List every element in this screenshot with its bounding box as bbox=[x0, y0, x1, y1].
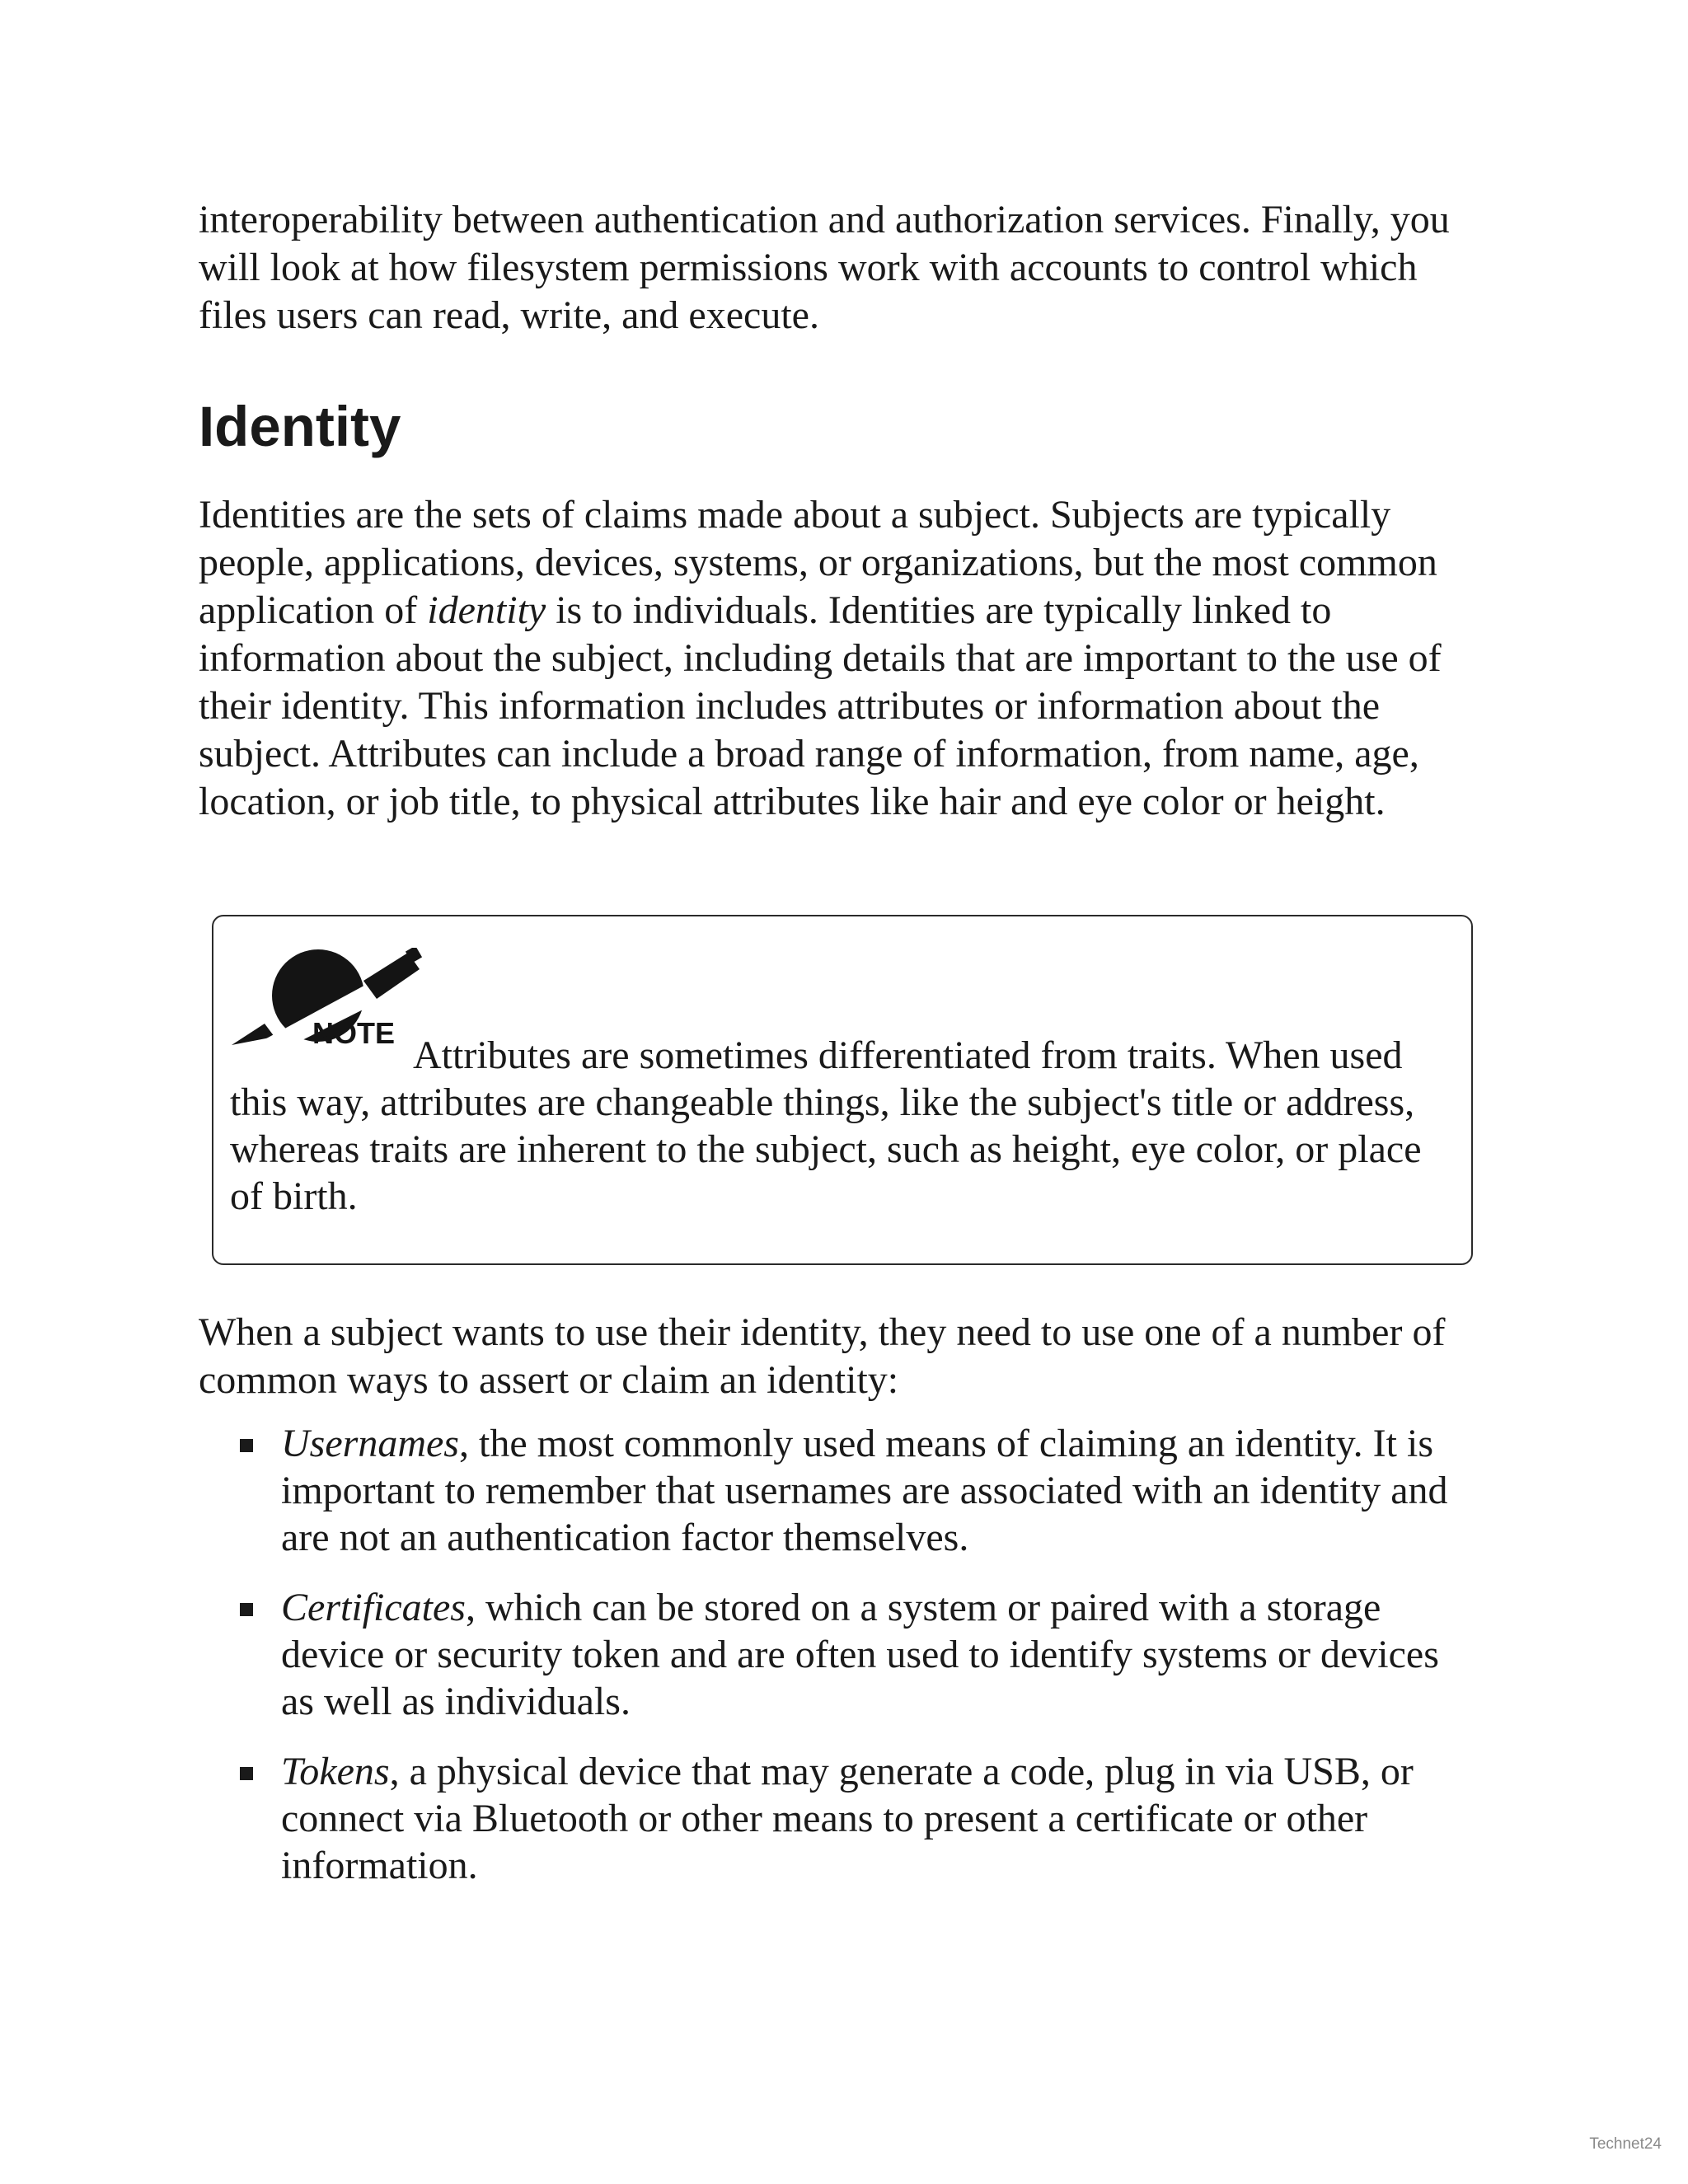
list-item-text: , a physical device that may generate a code, plug in via USB, or connect via Bluetooth or other means to present a certificate or other information. bbox=[281, 1750, 1414, 1887]
bullet-square-icon bbox=[240, 1603, 253, 1616]
section-heading: Identity bbox=[199, 395, 401, 458]
list-item bbox=[199, 1420, 1468, 1561]
identity-paragraph bbox=[199, 491, 1484, 826]
list-item-term: Certificates bbox=[281, 1586, 466, 1629]
bullet-square-icon bbox=[240, 1767, 253, 1780]
intro-paragraph: interoperability between authentication and authorization services. Finally, you will look at how filesystem permissions work with accounts to control which files users can read, write, and execute. bbox=[199, 198, 1450, 337]
list-item-term: Tokens bbox=[281, 1750, 390, 1793]
note-text bbox=[230, 1032, 1458, 1220]
identity-emphasis: identity bbox=[427, 588, 546, 632]
watermark: Technet24 bbox=[1589, 2135, 1662, 2153]
note-icon-label: NOTE bbox=[312, 1016, 396, 1050]
bullet-square-icon bbox=[240, 1439, 253, 1452]
list-item bbox=[199, 1748, 1468, 1889]
list-item-text: , the most commonly used means of claiming an identity. It is important to remember that usernames are associated with an identity and are not an authentication factor themselves. bbox=[281, 1422, 1448, 1559]
list-item-term: Usernames bbox=[281, 1422, 459, 1465]
assert-paragraph: When a subject wants to use their identity, they need to use one of a number of common ways to assert or claim an identity: bbox=[199, 1310, 1446, 1402]
note-body: Attributes are sometimes differentiated from traits. When used this way, attributes are changeable things, like the subject's title or address, whereas traits are inherent to the subject, such as height, eye color, or place of birth. bbox=[230, 1033, 1422, 1218]
note-box bbox=[212, 915, 1473, 1265]
list-item bbox=[199, 1584, 1468, 1725]
identity-paragraph-text-start: Identities are the sets of claims made about a subject. Subjects are typically people, applications, devices, systems, or organizations, but the most common application of bbox=[199, 493, 1437, 632]
list-item-text: , which can be stored on a system or paired with a storage device or security token and are often used to identify systems or devices as well as individuals. bbox=[281, 1586, 1439, 1723]
identity-claim-list bbox=[199, 1420, 1468, 1912]
identity-paragraph-text-end: is to individuals. Identities are typically linked to information about the subject, including details that are important to the use of their identity. This information includes attributes or information about the subject. Attributes can include a broad range of information, from name, age, location, or job title, to physical attributes like hair and eye color or height. bbox=[199, 588, 1442, 823]
